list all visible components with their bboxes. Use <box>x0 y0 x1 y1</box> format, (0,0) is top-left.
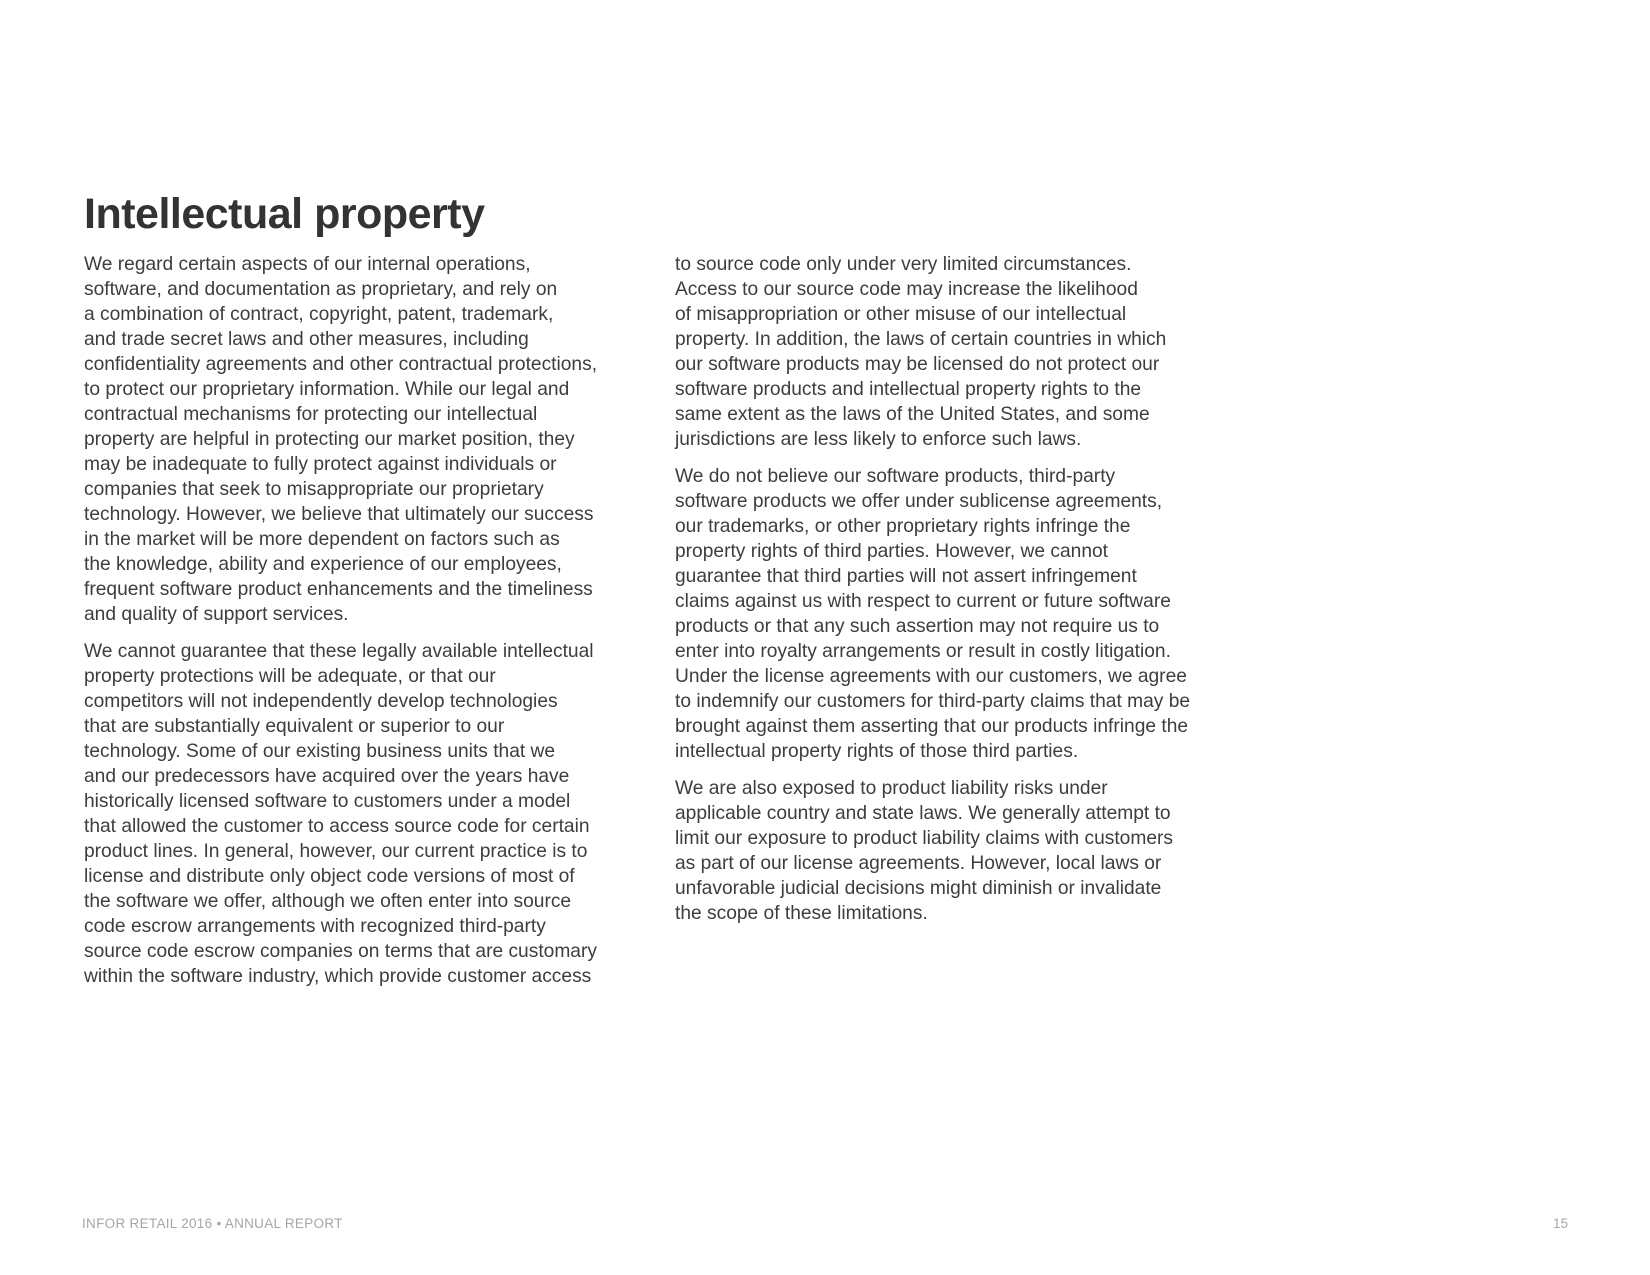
text-line: guarantee that third parties will not assert infringement <box>675 566 1137 587</box>
paragraph <box>84 639 652 989</box>
text-line: property are helpful in protecting our market position, they <box>84 429 575 450</box>
text-line: property. In addition, the laws of certain countries in which <box>675 329 1167 350</box>
text-line: our software products may be licensed do not protect our <box>675 354 1160 375</box>
text-line: applicable country and state laws. We generally attempt to <box>675 803 1171 824</box>
text-line: source code escrow companies on terms that are customary <box>84 941 597 962</box>
text-line: frequent software product enhancements and the timeliness <box>84 579 593 600</box>
text-line: of misappropriation or other misuse of our intellectual <box>675 304 1127 325</box>
text-line: the scope of these limitations. <box>675 903 928 924</box>
text-line: license and distribute only object code versions of most of <box>84 866 575 887</box>
text-line: to protect our proprietary information. While our legal and <box>84 379 570 400</box>
text-line: and quality of support services. <box>84 604 349 625</box>
text-line: in the market will be more dependent on factors such as <box>84 529 560 550</box>
text-line: software products and intellectual property rights to the <box>675 379 1142 400</box>
text-line: claims against us with respect to current or future software <box>675 591 1171 612</box>
text-line: product lines. In general, however, our current practice is to <box>84 841 588 862</box>
text-line: to indemnify our customers for third-party claims that may be <box>675 691 1191 712</box>
text-line: We are also exposed to product liability risks under <box>675 778 1108 799</box>
text-line: code escrow arrangements with recognized third-party <box>84 916 546 937</box>
text-line: and our predecessors have acquired over the years have <box>84 766 570 787</box>
text-line: that allowed the customer to access source code for certain <box>84 816 590 837</box>
text-line: to source code only under very limited circumstances. <box>675 254 1132 275</box>
paragraph <box>675 776 1243 926</box>
text-line: limit our exposure to product liability claims with customers <box>675 828 1173 849</box>
text-line: software products we offer under sublicense agreements, <box>675 491 1163 512</box>
text-line: within the software industry, which provide customer access <box>84 966 592 987</box>
text-line: and trade secret laws and other measures, including <box>84 329 529 350</box>
text-line: same extent as the laws of the United States, and some <box>675 404 1150 425</box>
text-line: the software we offer, although we often enter into source <box>84 891 572 912</box>
footer-report-title: INFOR RETAIL 2016 • ANNUAL REPORT <box>82 1216 343 1231</box>
text-line: brought against them asserting that our products infringe the <box>675 716 1189 737</box>
text-line: software, and documentation as proprietary, and rely on <box>84 279 558 300</box>
text-line: a combination of contract, copyright, patent, trademark, <box>84 304 554 325</box>
right-column <box>675 252 1243 938</box>
text-line: property protections will be adequate, or that our <box>84 666 496 687</box>
text-line: We cannot guarantee that these legally available intellectual <box>84 641 594 662</box>
text-line: may be inadequate to fully protect against individuals or <box>84 454 557 475</box>
text-line: technology. Some of our existing business units that we <box>84 741 556 762</box>
text-line: confidentiality agreements and other contractual protections, <box>84 354 598 375</box>
text-line: We do not believe our software products, third-party <box>675 466 1116 487</box>
text-line: intellectual property rights of those third parties. <box>675 741 1079 762</box>
text-line: unfavorable judicial decisions might diminish or invalidate <box>675 878 1162 899</box>
text-line: historically licensed software to customers under a model <box>84 791 571 812</box>
text-line: enter into royalty arrangements or result in costly litigation. <box>675 641 1171 662</box>
text-line: competitors will not independently develop technologies <box>84 691 558 712</box>
text-line: companies that seek to misappropriate our proprietary <box>84 479 544 500</box>
text-line: technology. However, we believe that ultimately our success <box>84 504 594 525</box>
text-line: jurisdictions are less likely to enforce such laws. <box>675 429 1082 450</box>
left-column <box>84 252 652 1001</box>
text-line: the knowledge, ability and experience of our employees, <box>84 554 562 575</box>
text-line: Access to our source code may increase the likelihood <box>675 279 1138 300</box>
paragraph <box>675 464 1243 764</box>
text-line: products or that any such assertion may not require us to <box>675 616 1160 637</box>
text-line: We regard certain aspects of our internal operations, <box>84 254 531 275</box>
paragraph <box>84 252 652 627</box>
text-line: that are substantially equivalent or superior to our <box>84 716 505 737</box>
page-number: 15 <box>1552 1216 1568 1231</box>
paragraph <box>675 252 1243 452</box>
text-line: as part of our license agreements. However, local laws or <box>675 853 1162 874</box>
text-line: property rights of third parties. However, we cannot <box>675 541 1108 562</box>
text-line: contractual mechanisms for protecting our intellectual <box>84 404 538 425</box>
page-title: Intellectual property <box>84 190 485 238</box>
text-line: our trademarks, or other proprietary rights infringe the <box>675 516 1131 537</box>
text-line: Under the license agreements with our customers, we agree <box>675 666 1187 687</box>
